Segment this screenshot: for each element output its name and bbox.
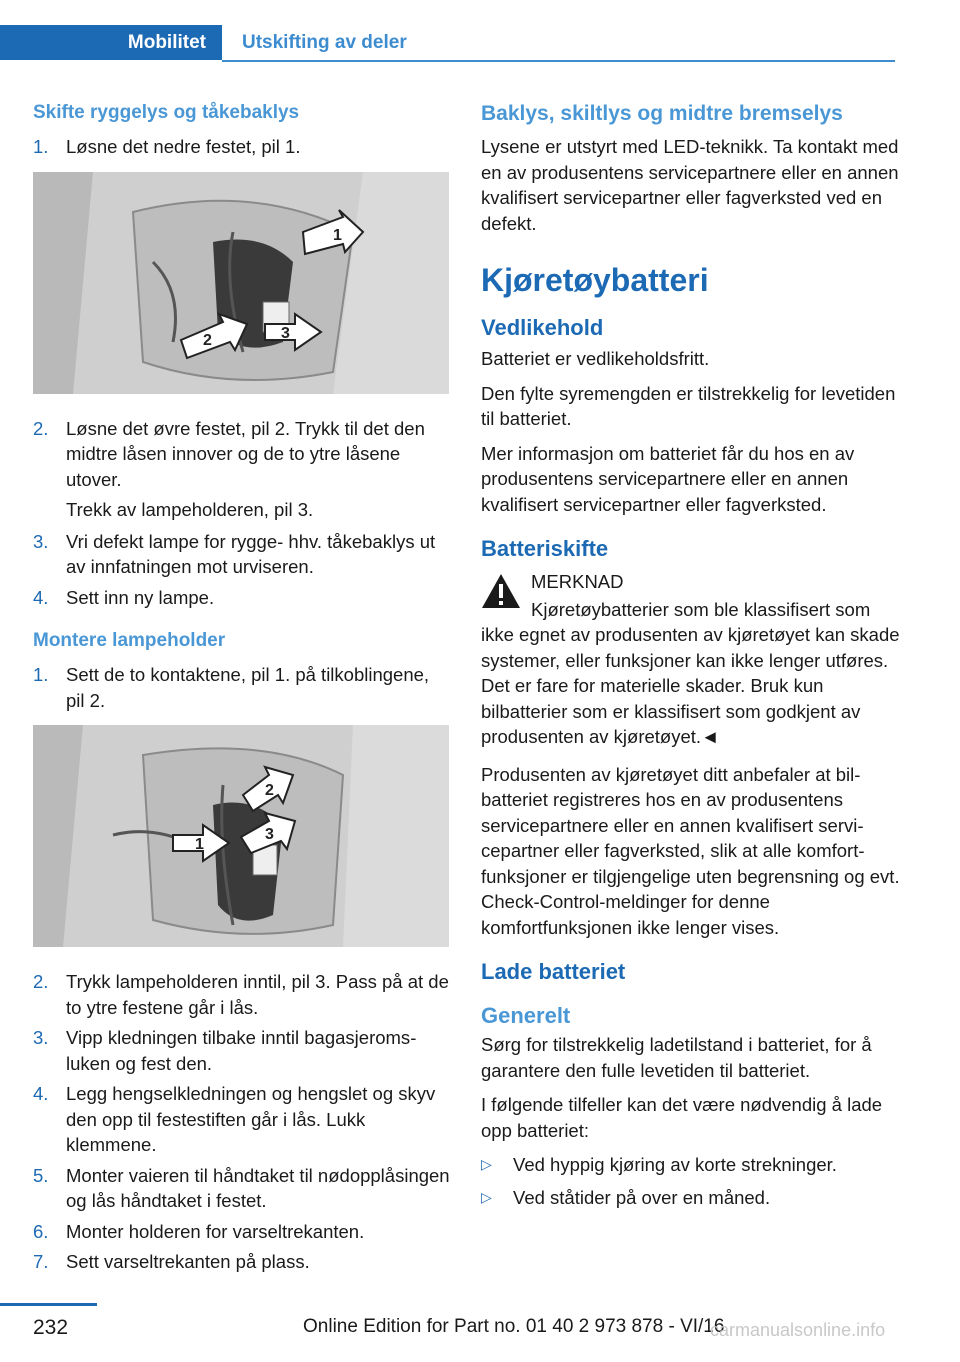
photo2-label-1: 1 (195, 836, 204, 853)
section-title-montere: Montere lampeholder (33, 630, 226, 651)
step-text: Legg hengselkledningen og hengslet og skyv den opp til festestiften går i lås. Lukk klemmene. (66, 1083, 436, 1155)
bullet-item (481, 1185, 901, 1211)
photo1-label-1: 1 (333, 226, 342, 244)
section-title-skifte: Skifte ryggelys og tåkebaklys (33, 102, 300, 123)
step-number: 4. (33, 1083, 49, 1104)
photo-lamp-holder-removal (33, 172, 449, 394)
maint-paragraph-2: Den fylte syremengden er tilstrekkelig for levetiden til batteriet. (481, 382, 896, 429)
step-item (33, 1163, 450, 1214)
step-text: Løsne det øvre festet, pil 2. Trykk til det den midtre låsen innover og de to ytre låsene utover. (66, 417, 425, 490)
header-tabbar (0, 25, 895, 61)
photo2-label-3: 3 (265, 826, 274, 843)
step-item (33, 662, 450, 713)
step-text: Trykk lampeholderen inntil, pil 3. Pass på at de to ytre festene går i lås. (66, 971, 449, 1018)
step-text: Sett inn ny lampe. (66, 586, 215, 608)
triangle-bullet-icon: ▷ (481, 1156, 492, 1172)
left-column (33, 100, 450, 1280)
photo1-label-2: 2 (203, 331, 212, 349)
step-item (33, 1219, 450, 1245)
major-title-kjoretoybatteri: Kjøretøybatteri (481, 262, 709, 298)
baklys-paragraph: Lysene er utstyrt med LED-teknikk. Ta kontakt med en av produsentens servicepartnere eller en annen kvalifisert servicepartner eller fagverksted ved en defekt. (481, 136, 899, 234)
header-rule (222, 60, 895, 62)
step-text: Vipp kledningen tilbake inntil bagasjeromsluken og fest den. (66, 1027, 417, 1074)
watermark: carmanualsonline.info (710, 1320, 886, 1340)
step-item (33, 1249, 450, 1275)
photo-lamp-holder-install (33, 725, 449, 947)
general-paragraph-2: I følgende tilfeller kan det være nødvendig å lade opp batteriet: (481, 1094, 883, 1141)
step-number: 5. (33, 1164, 49, 1186)
step-item (33, 1025, 450, 1076)
photo1-label-3: 3 (281, 324, 290, 342)
general-paragraph-1: Sørg for tilstrekkelig ladetilstand i batteriet, for å garantere den fulle levetiden til batteriet. (481, 1034, 872, 1081)
step-number: 1. (33, 136, 49, 157)
step-text: Sett varseltrekanten på plass. (66, 1251, 310, 1272)
step-item (33, 529, 450, 580)
step-number: 2. (33, 971, 49, 992)
step-number: 3. (33, 1027, 49, 1048)
bullet-item (481, 1152, 901, 1178)
triangle-bullet-icon: ▷ (481, 1188, 492, 1205)
section-title-vedlikehold: Vedlikehold (481, 315, 604, 340)
step-continuation: Trekk av lampeholderen, pil 3. (66, 499, 314, 520)
step-number: 1. (33, 664, 49, 685)
photo2-label-2: 2 (265, 782, 274, 799)
step-text: Løsne det nedre festet, pil 1. (66, 136, 301, 157)
step-item (33, 416, 450, 493)
maint-paragraph-3: Mer informasjon om batteriet får du hos en av produsentens servicepartnere eller en annen kvalifisert servicepartner eller fagverksted. (481, 442, 855, 515)
step-text: Monter holderen for varseltrekanten. (66, 1220, 365, 1242)
step-text: Monter vaieren til håndtaket til nødopplåsingen og lås håndtaket i festet. (66, 1164, 450, 1211)
step-text: Sett de to kontaktene, pil 1. på tilkoblingene, pil 2. (66, 664, 430, 711)
step-number: 2. (33, 417, 49, 439)
notice-box (481, 569, 901, 750)
maint-paragraph-1: Batteriet er vedlikeholdsfritt. (481, 348, 710, 369)
step-text: Vri defekt lampe for rygge- hhv. tåkebaklys ut av innfatningen mot urviseren. (66, 530, 436, 577)
section-title-baklys: Baklys, skiltlys og midtre bremselys (481, 102, 843, 125)
section-title-lade-batteriet: Lade batteriet (481, 959, 626, 984)
step-number: 6. (33, 1220, 49, 1242)
section-title-generelt: Generelt (481, 1003, 571, 1028)
step-item (33, 969, 450, 1020)
tab-utskifting: Utskifting av deler (242, 31, 407, 53)
swap-paragraph: Produsenten av kjøretøyet ditt anbefaler at bilbatteriet registreres hos en av produsentens servicepartnere eller en annen kvalifisert servicepartner eller fagverksted, slik at alle komfortfunksjoner er tilgjengelige uten begrensning og evt. Check-Control-meldinger for denne komfortfunksjonen ikke lenger vises. (481, 763, 900, 938)
footer-edition: Online Edition for Part no. 01 40 2 973 878 - VI/16 (303, 1316, 725, 1337)
footer-rule (0, 1303, 97, 1306)
page-number: 232 (33, 1316, 69, 1339)
step-item (33, 585, 450, 611)
step-number: 7. (33, 1251, 49, 1272)
notice-heading: MERKNAD (531, 571, 624, 592)
warning-triangle-icon (481, 573, 521, 609)
bullet-text: Ved hyppig kjøring av korte strekninger. (513, 1154, 837, 1175)
right-column (481, 100, 901, 1217)
notice-body: Kjøretøybatterier som ble klassifisert som ikke egnet av produsenten av kjøretøyet kan skade systemer, eller funksjoner kan ikke lenger utføres. Det er fare for materielle skader. Bruk kun bilbatterier som er klassifisert som godkjent av produsenten av kjøretøyet.◄ (481, 598, 900, 747)
step-item (33, 134, 450, 160)
bullet-text: Ved ståtider på over en måned. (513, 1186, 771, 1208)
step-number: 3. (33, 530, 49, 552)
step-number: 4. (33, 586, 49, 608)
step-item (33, 1081, 450, 1158)
section-title-batteriskifte: Batteriskifte (481, 536, 609, 561)
tab-mobilitet: Mobilitet (0, 25, 222, 60)
